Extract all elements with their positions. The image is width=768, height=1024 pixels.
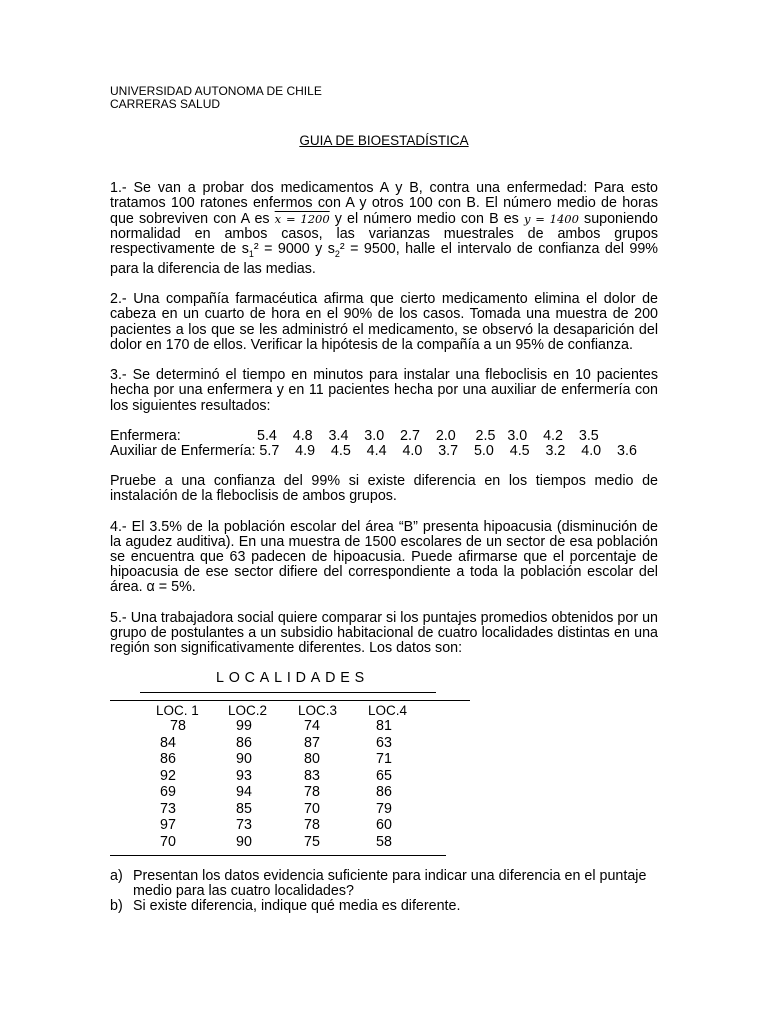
table-cell: 86 — [236, 734, 252, 751]
question-1-text-d: ² = 9000 y s — [253, 241, 335, 258]
table-cell: 71 — [376, 751, 392, 768]
table-cell: 80 — [304, 751, 320, 768]
table-row — [156, 818, 428, 835]
question-1 — [110, 181, 658, 277]
question-1-text-b: y el número medio con B es — [329, 210, 524, 227]
mean-a-formula: x = 1200 — [274, 211, 330, 226]
question-1-text-a: 1.- Se van a probar dos medicamentos A y B, contra una enfermedad: Para esto tratamos 100 ratones enfermos con A y otros 100 con B. El número medio de horas que sobreviven con A es — [110, 180, 658, 227]
subscript-1: 1 — [248, 248, 254, 259]
item-marker: b) — [110, 897, 123, 914]
table-header-rule — [110, 700, 470, 701]
list-item — [110, 869, 658, 899]
nurse-times-row — [110, 429, 658, 444]
table-row — [156, 752, 428, 769]
table-cell: 69 — [160, 784, 176, 801]
table-row — [156, 735, 428, 752]
localities-table — [156, 703, 428, 850]
table-cell: 58 — [376, 833, 392, 850]
institution-header — [110, 85, 658, 111]
localities-table-title: LOCALIDADES — [216, 670, 369, 687]
table-cell: 81 — [376, 718, 392, 735]
department-name: CARRERAS SALUD — [110, 97, 221, 111]
nurse-label: Enfermera: — [110, 427, 181, 444]
item-text: Presentan los datos evidencia suficiente para indicar una diferencia en el puntaje medio para las cuatro localidades? — [133, 867, 647, 899]
question-5-items — [110, 869, 658, 915]
table-cell: 87 — [304, 734, 320, 751]
document-page — [110, 85, 658, 914]
mean-b-formula: y = 1400 — [523, 211, 579, 226]
table-cell: 85 — [236, 800, 252, 817]
table-bottom-rule — [110, 855, 446, 856]
table-cell: 78 — [304, 817, 320, 834]
nurse-values: 5.4 4.8 3.4 3.0 2.7 2.0 2.5 3.0 4.2 3.5 — [257, 427, 599, 444]
table-cell: 79 — [376, 800, 392, 817]
table-cell: 97 — [160, 817, 176, 834]
table-cell: 90 — [236, 833, 252, 850]
table-header-row — [156, 703, 428, 718]
table-cell: 65 — [376, 767, 392, 784]
subscript-2: 2 — [334, 248, 340, 259]
table-cell: 75 — [304, 833, 320, 850]
question-3-prompt: Pruebe a una confianza del 99% si existe diferencia en los tiempos medio de instalación de la fleboclisis de ambos grupos. — [110, 473, 658, 505]
table-cell: 83 — [304, 767, 320, 784]
table-cell: 86 — [376, 784, 392, 801]
table-cell: 74 — [304, 718, 320, 735]
question-3-intro: 3.- Se determinó el tiempo en minutos para instalar una fleboclisis en 10 pacientes hecha por una enfermera y en 11 pacientes hecha por una auxiliar de enfermería con los siguientes resultados: — [110, 367, 658, 414]
assistant-values: 5.7 4.9 4.5 4.4 4.0 3.7 5.0 4.5 3.2 4.0 3.6 — [255, 442, 637, 459]
column-header: LOC.2 — [228, 703, 268, 719]
table-cell: 78 — [170, 718, 186, 735]
table-row — [156, 719, 428, 736]
table-row — [156, 801, 428, 818]
question-5-intro: 5.- Una trabajadora social quiere comparar si los puntajes promedios obtenidos por un grupo de postulantes a un subsidio habitacional de cuatro localidades distintas en una región son significativamente diferentes. Los datos son: — [110, 609, 658, 656]
column-header: LOC.4 — [368, 703, 408, 719]
table-cell: 86 — [160, 751, 176, 768]
question-4: 4.- El 3.5% de la población escolar del área “B” presenta hipoacusia (disminución de la agudez auditiva). En una muestra de 1500 escolares de un sector de esa población se encuentra que 63 padecen de hipoacusia. Puede afirmarse que el porcentaje de hipoacusia de ese sector difiere del correspondiente a toda la población escolar del área. α = 5%. — [110, 518, 658, 596]
table-cell: 73 — [236, 817, 252, 834]
table-cell: 84 — [160, 734, 176, 751]
column-header: LOC. 1 — [156, 703, 199, 719]
question-1-text-c: suponiendo normalidad en ambos casos, las varianzas muestrales de ambos grupos respectivamente de s — [110, 210, 658, 258]
item-text: Si existe diferencia, indique qué media es diferente. — [133, 897, 461, 914]
table-cell: 70 — [304, 800, 320, 817]
table-cell: 92 — [160, 767, 176, 784]
table-cell: 93 — [236, 767, 252, 784]
table-body — [156, 719, 428, 851]
table-cell: 63 — [376, 734, 392, 751]
assistant-label: Auxiliar de Enfermería: — [110, 442, 256, 459]
table-cell: 73 — [160, 800, 176, 817]
item-marker: a) — [110, 867, 123, 884]
question-2: 2.- Una compañía farmacéutica afirma que cierto medicamento elimina el dolor de cabeza en un cuarto de hora en el 90% de los casos. Tomada una muestra de 200 pacientes a los que se les administró el medicamento, se observó la desaparición del dolor en 170 de ellos. Verificar la hipótesis de la compañía a un 95% de confianza. — [110, 291, 658, 353]
table-cell: 78 — [304, 784, 320, 801]
table-row — [156, 834, 428, 851]
column-header: LOC.3 — [298, 703, 338, 719]
assistant-times-row — [110, 444, 658, 459]
table-title-rule — [140, 692, 436, 693]
table-cell: 99 — [236, 718, 252, 735]
list-item — [110, 899, 658, 914]
table-row — [156, 785, 428, 802]
question-1-text-e: ² = 9500, halle el intervalo de confianza del 99% para la diferencia de las medias. — [110, 241, 659, 278]
table-row — [156, 768, 428, 785]
document-title: GUIA DE BIOESTADÍSTICA — [299, 133, 469, 148]
university-name: UNIVERSIDAD AUTONOMA DE CHILE — [110, 84, 322, 98]
table-cell: 90 — [236, 751, 252, 768]
table-cell: 60 — [376, 817, 392, 834]
table-cell: 94 — [236, 784, 252, 801]
table-cell: 70 — [160, 833, 176, 850]
